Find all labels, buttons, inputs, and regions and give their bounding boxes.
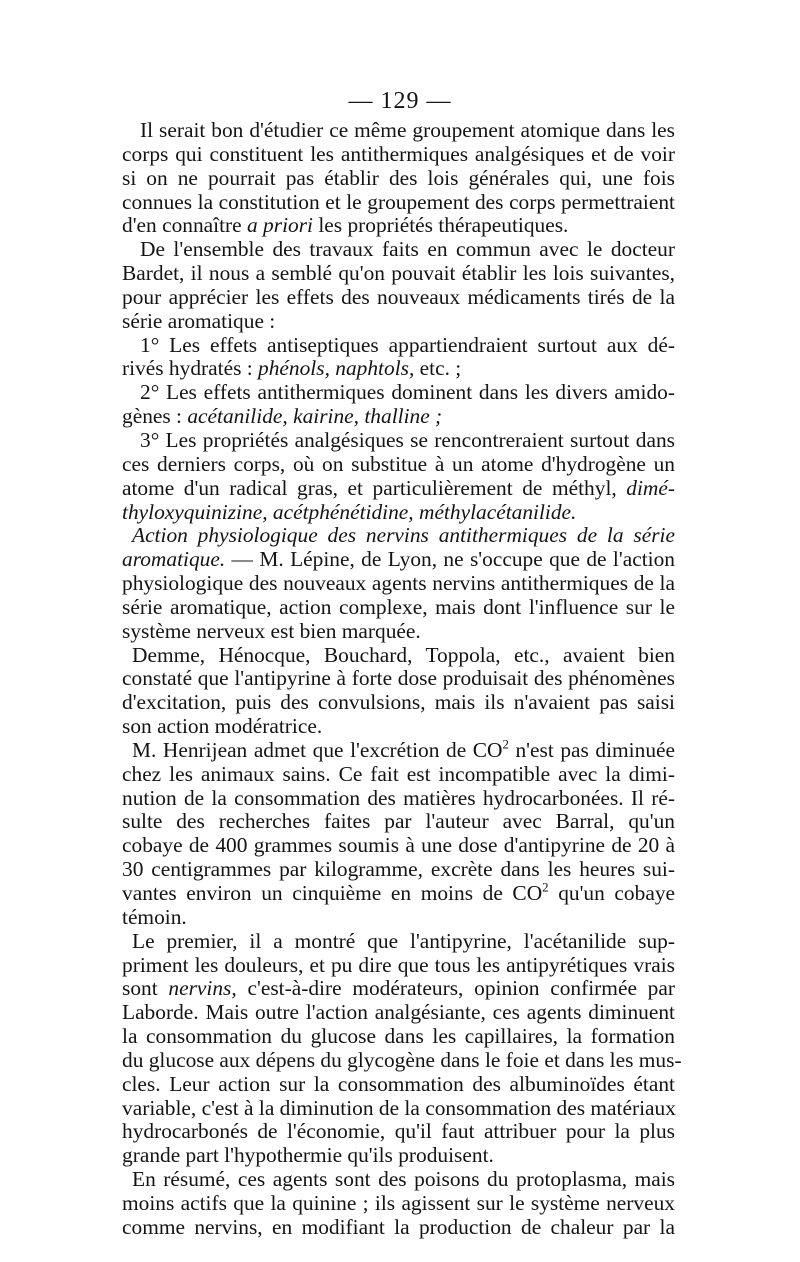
paragraph bbox=[122, 739, 675, 930]
text-segment: série aromatique : bbox=[122, 308, 276, 333]
text-line bbox=[122, 310, 675, 334]
text-segment: gènes : bbox=[122, 404, 188, 429]
text-segment: dimé- bbox=[626, 475, 675, 500]
text-segment: corps qui constituent les antithermiques analgésiques et de voir bbox=[122, 141, 675, 166]
paragraph bbox=[122, 644, 675, 739]
text-segment: d'en connaître bbox=[122, 213, 248, 238]
text-line bbox=[122, 477, 675, 501]
paragraph bbox=[122, 334, 675, 382]
text-line bbox=[122, 977, 675, 1001]
text-segment: En résumé, ces agents sont des poisons du protoplasma, mais bbox=[132, 1167, 675, 1192]
text-line bbox=[122, 763, 675, 787]
text-line bbox=[122, 453, 675, 477]
text-segment: c'est-à-dire modérateurs, opinion confirmée par bbox=[236, 976, 675, 1001]
text-line bbox=[122, 858, 675, 882]
text-segment: témoin. bbox=[122, 904, 187, 929]
text-segment: Demme, Hénocque, Bouchard, Toppola, etc., avaient bien bbox=[132, 642, 675, 667]
text-segment: Le premier, il a montré que l'antipyrine, l'acétanilide sup- bbox=[132, 928, 675, 953]
text-line bbox=[122, 1144, 675, 1168]
text-line bbox=[122, 906, 675, 930]
text-line bbox=[122, 644, 675, 668]
text-segment: nervins, bbox=[168, 976, 237, 1001]
paragraph bbox=[122, 381, 675, 429]
text-line bbox=[122, 834, 675, 858]
text-line bbox=[122, 1073, 675, 1097]
text-segment: qu'un cobaye bbox=[548, 881, 676, 905]
text-segment: son action modératrice. bbox=[122, 714, 323, 739]
text-line bbox=[122, 286, 675, 310]
text-line bbox=[122, 620, 675, 644]
text-line bbox=[122, 572, 675, 596]
text-line bbox=[122, 1216, 675, 1240]
text-segment: comme nervins, en modifiant la production de chaleur par la bbox=[122, 1214, 675, 1239]
text-line bbox=[122, 262, 675, 286]
text-segment: cles. Leur action sur la consommation des albuminoïdes étant bbox=[122, 1071, 675, 1096]
text-line bbox=[122, 548, 675, 572]
text-line bbox=[122, 667, 675, 691]
paragraph bbox=[122, 1168, 675, 1240]
text-segment: 1° Les effets antiseptiques appartiendraient surtout aux dé- bbox=[140, 332, 675, 357]
text-line bbox=[122, 1047, 682, 1073]
text-segment: du glucose aux dépens du glycogène dans le foie et dans les mus- bbox=[122, 1047, 682, 1072]
text-line bbox=[122, 1168, 675, 1192]
text-segment: système nerveux est bien marquée. bbox=[122, 618, 421, 643]
text-segment: physiologique des nouveaux agents nervins antithermiques de la bbox=[122, 571, 675, 596]
text-segment: atome d'un radical gras, et particulièrement de méthyl, bbox=[122, 475, 627, 500]
paragraph bbox=[122, 524, 675, 643]
paragraph bbox=[122, 928, 682, 1168]
text-line bbox=[122, 191, 675, 215]
paragraph bbox=[122, 429, 675, 524]
text-segment: priment les douleurs, et pu dire que tous les antipyrétiques vrais bbox=[122, 952, 675, 977]
text-segment: constaté que l'antipyrine à forte dose produisait des phénomènes bbox=[122, 666, 675, 691]
text-line bbox=[122, 214, 675, 238]
text-line bbox=[122, 596, 675, 620]
text-line bbox=[122, 1097, 675, 1121]
text-segment: connues la constitution et le groupement des corps permettraient bbox=[122, 189, 675, 214]
text-segment: thyloxyquinizine, acétphénétidine, méthylacétanilide. bbox=[122, 499, 577, 524]
text-line bbox=[122, 739, 675, 763]
text-segment: moins actifs que la quinine ; ils agissent sur le système nerveux bbox=[122, 1190, 675, 1215]
paragraph bbox=[122, 119, 675, 238]
text-segment: chez les animaux sains. Ce fait est incompatible avec la dimi- bbox=[122, 761, 675, 786]
text-segment: d'excitation, puis des convulsions, mais ils n'avaient pas saisi bbox=[122, 690, 675, 715]
paragraph bbox=[122, 238, 675, 333]
text-line bbox=[122, 787, 675, 811]
text-segment: n'est pas diminuée bbox=[508, 737, 676, 762]
text-segment: sont bbox=[122, 976, 169, 1001]
text-line bbox=[122, 501, 675, 525]
text-segment: rivés hydratés : bbox=[122, 356, 259, 381]
text-segment: Il serait bon d'étudier ce même groupement atomique dans les bbox=[140, 118, 675, 142]
text-line bbox=[122, 1192, 675, 1216]
text-line bbox=[122, 1120, 675, 1144]
text-segment: cobaye de 400 grammes soumis à une dose d'antipyrine de 20 à bbox=[122, 833, 675, 858]
text-segment: M. Henrijean admet que l'excrétion de CO bbox=[132, 737, 503, 762]
text-line bbox=[122, 1025, 675, 1049]
text-line bbox=[122, 405, 675, 429]
text-line bbox=[122, 810, 675, 834]
text-line bbox=[122, 357, 675, 381]
text-segment: etc. ; bbox=[414, 356, 462, 381]
text-segment: vantes environ un cinquième en moins de CO bbox=[122, 881, 543, 905]
text-segment: ces derniers corps, où on substitue à un atome d'hydrogène un bbox=[122, 451, 675, 476]
text-segment: aromatique. bbox=[122, 547, 226, 572]
text-segment: phénols, naphtols, bbox=[258, 356, 415, 381]
text-segment: variable, c'est à la diminution de la consommation des matériaux bbox=[122, 1095, 676, 1120]
text-line bbox=[122, 143, 675, 167]
text-segment: 3° Les propriétés analgésiques se rencontreraient surtout dans bbox=[140, 427, 675, 452]
text-segment: a priori bbox=[247, 213, 313, 238]
text-segment: Bardet, il nous a semblé qu'on pouvait établir les lois suivantes, bbox=[122, 261, 675, 286]
text-segment: acétanilide, kairine, thalline ; bbox=[187, 404, 443, 429]
text-segment: sulte des recherches faites par l'auteur avec Barral, qu'un bbox=[122, 809, 675, 834]
text-segment: si on ne pourrait pas établir des lois générales qui, une fois bbox=[122, 165, 675, 190]
body-text bbox=[122, 118, 682, 1240]
text-segment: Action physiologique des nervins antithermiques de la série bbox=[132, 523, 675, 548]
text-line bbox=[122, 167, 675, 191]
text-segment: 2 bbox=[542, 880, 549, 895]
text-segment: les propriétés thérapeutiques. bbox=[312, 213, 569, 238]
text-line bbox=[122, 882, 675, 906]
text-segment: — M. Lépine, de Lyon, ne s'occupe que de l'action bbox=[225, 547, 675, 572]
text-segment: nution de la consommation des matières hydrocarbonées. Il ré- bbox=[122, 785, 675, 810]
text-line bbox=[122, 954, 675, 978]
text-line bbox=[122, 715, 675, 739]
text-segment: série aromatique, action complexe, mais dont l'influence sur le bbox=[122, 594, 675, 619]
text-segment: grande part l'hypothermie qu'ils produisent. bbox=[122, 1143, 494, 1168]
text-segment: 2° Les effets antithermiques dominent dans les divers amido- bbox=[140, 380, 675, 405]
page-number: — 129 — bbox=[348, 88, 452, 114]
text-line bbox=[122, 524, 675, 548]
text-segment: la consommation du glucose dans les capillaires, la formation bbox=[122, 1024, 675, 1049]
text-line bbox=[122, 381, 675, 405]
text-segment: hydrocarbonés de l'économie, qu'il faut attribuer pour la plus bbox=[122, 1119, 675, 1144]
text-segment: Laborde. Mais outre l'action analgésiante, ces agents diminuent bbox=[122, 1000, 675, 1025]
text-line bbox=[122, 238, 675, 262]
text-line bbox=[122, 334, 675, 358]
text-line bbox=[122, 119, 675, 143]
text-segment: 2 bbox=[502, 737, 509, 752]
text-line bbox=[122, 691, 675, 715]
text-segment: pour apprécier les effets des nouveaux médicaments tirés de la bbox=[122, 284, 675, 309]
text-line bbox=[122, 930, 675, 954]
text-segment: 30 centigrammes par kilogramme, excrète dans les heures sui- bbox=[122, 857, 675, 882]
text-segment: De l'ensemble des travaux faits en commun avec le docteur bbox=[140, 237, 675, 262]
text-line bbox=[122, 1001, 675, 1025]
text-line bbox=[122, 429, 675, 453]
